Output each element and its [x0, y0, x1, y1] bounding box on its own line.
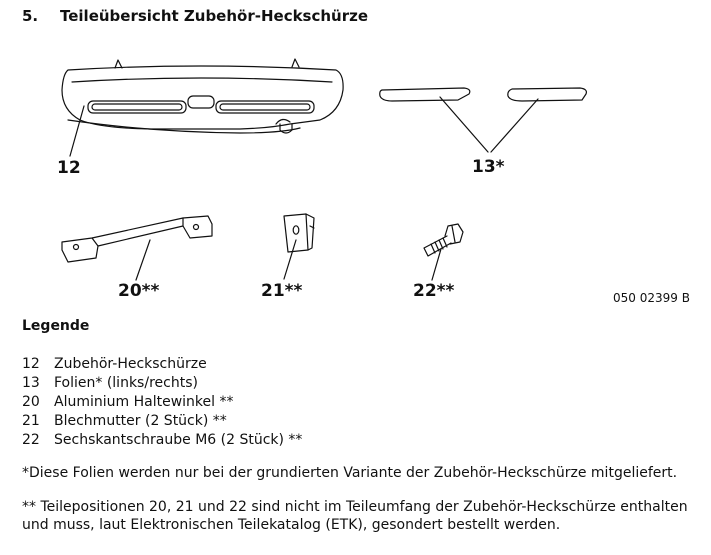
figure-reference: 050 02399 B [613, 291, 690, 305]
label-part-12: 12 [57, 158, 81, 178]
legend-item [22, 431, 302, 450]
label-part-22: 22** [413, 281, 455, 301]
leader-line-13-right [491, 99, 538, 152]
leader-line-13-left [440, 97, 488, 152]
hex-screw-drawing [424, 224, 463, 256]
footnote-single-asterisk: *Diese Folien werden nur bei der grundierten Variante der Zubehör-Heckschürze mitgeliefert. [22, 465, 678, 481]
legend-item-text: Zubehör-Heckschürze [54, 356, 207, 372]
footnote-double-asterisk: ** Teilepositionen 20, 21 und 22 sind nicht im Teileumfang der Zubehör-Heckschürze enthalten und muss, laut Elektronischen Teilekatalog (ETK), gesondert bestellt werden. [22, 499, 688, 533]
legend-item [22, 393, 302, 412]
rear-apron-drawing [62, 59, 343, 133]
legend-item-number: 13 [22, 375, 40, 391]
label-part-20: 20** [118, 281, 160, 301]
legend-item-text: Aluminium Haltewinkel ** [54, 394, 234, 410]
legend-item [22, 355, 302, 374]
legend-item-number: 22 [22, 432, 40, 448]
section-number: 5. [22, 7, 39, 25]
foil-right-drawing [508, 88, 587, 101]
legend-item-text: Folien* (links/rechts) [54, 375, 198, 391]
bracket-drawing [62, 216, 212, 262]
legend-item [22, 412, 302, 431]
leader-line-20 [136, 240, 150, 280]
foil-left-drawing [380, 88, 470, 101]
legend-list [22, 355, 302, 450]
legend-item-text: Sechskantschraube M6 (2 Stück) ** [54, 432, 303, 448]
legend-item-number: 21 [22, 413, 40, 429]
legend-item-text: Blechmutter (2 Stück) ** [54, 413, 227, 429]
legend-item [22, 374, 302, 393]
legend-item-number: 12 [22, 356, 40, 372]
sheet-nut-drawing [284, 214, 314, 252]
legend-item-number: 20 [22, 394, 40, 410]
label-part-13: 13* [472, 157, 505, 177]
section-title: Teileübersicht Zubehör-Heckschürze [60, 7, 369, 25]
legend-title: Legende [22, 318, 90, 334]
label-part-21: 21** [261, 281, 303, 301]
